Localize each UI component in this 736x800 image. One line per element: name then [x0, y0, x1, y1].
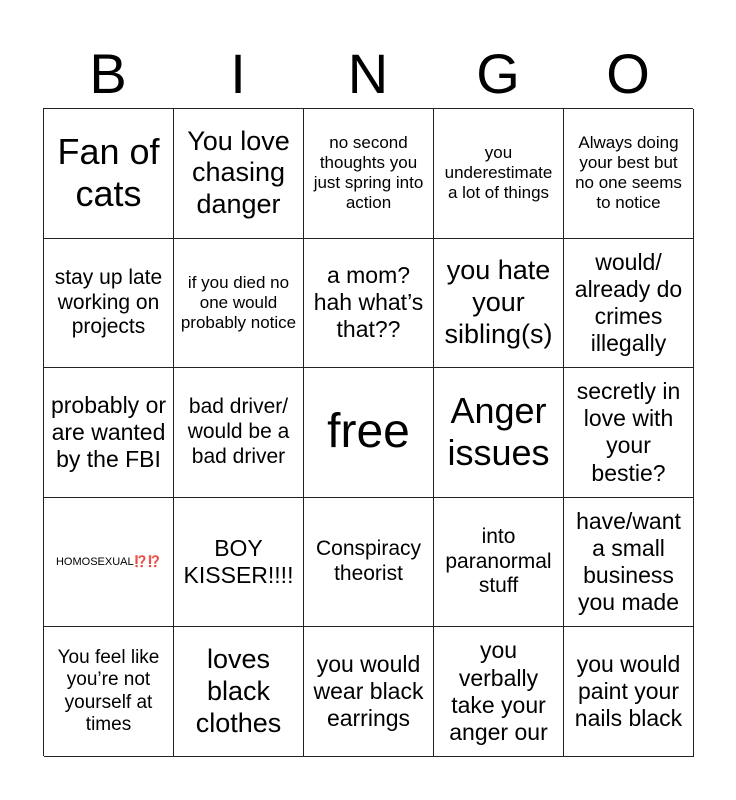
cell-text: Always doing your best but no one seems to notice — [575, 133, 682, 213]
cell-text: you verbally take your anger our — [449, 637, 548, 745]
cell-text: you hate your sibling(s) — [444, 255, 553, 349]
bingo-cell[interactable] — [174, 627, 304, 757]
header-letter-b: B — [89, 42, 127, 105]
free-space-text: free — [327, 405, 410, 459]
bingo-cell[interactable] — [564, 627, 694, 757]
bingo-cell[interactable] — [44, 498, 174, 628]
cell-text: bad driver/ would be a bad driver — [187, 395, 290, 468]
bingo-cell[interactable] — [304, 239, 434, 369]
cell-text: no second thoughts you just spring into action — [313, 133, 424, 213]
bingo-cell[interactable] — [564, 109, 694, 239]
bingo-header — [43, 40, 693, 108]
bingo-cell[interactable] — [174, 109, 304, 239]
cell-text: You feel like you’re not yourself at times — [57, 646, 160, 736]
header-letter-g: G — [476, 42, 520, 105]
cell-text: You love chasing danger — [187, 125, 290, 220]
bingo-cell[interactable] — [44, 627, 174, 757]
bingo-cell[interactable] — [434, 109, 564, 239]
cell-text: if you died no one would probably notice — [180, 272, 297, 332]
cell-text: you would paint your nails black — [574, 650, 683, 732]
bingo-cell[interactable] — [174, 368, 304, 498]
cell-text: stay up late working on projects — [54, 265, 163, 339]
bingo-cell[interactable] — [44, 239, 174, 369]
bingo-cell[interactable] — [174, 239, 304, 369]
cell-text: you underestimate a lot of things — [444, 143, 553, 203]
bingo-board — [43, 108, 693, 756]
bingo-cell-free[interactable] — [304, 368, 434, 498]
header-letter-i: I — [230, 42, 246, 105]
cell-text: you would wear black earrings — [313, 650, 424, 732]
header-letter-n: N — [347, 42, 389, 105]
cell-text: Conspiracy theorist — [315, 537, 422, 586]
cell-text: into paranormal stuff — [445, 524, 552, 598]
cell-text: secretly in love with your bestie? — [576, 378, 681, 486]
bingo-cell[interactable] — [304, 627, 434, 757]
header-letter-o: O — [606, 42, 650, 105]
bingo-cell[interactable] — [304, 109, 434, 239]
bingo-cell[interactable] — [44, 109, 174, 239]
cell-text: HOMOSEXUAL⁉️⁉️ — [55, 555, 162, 568]
cell-text: loves black clothes — [195, 643, 282, 738]
bingo-cell[interactable] — [434, 368, 564, 498]
cell-text: probably or are wanted by the FBI — [50, 391, 167, 473]
cell-text: BOY KISSER!!!! — [183, 534, 294, 589]
bingo-cell[interactable] — [434, 627, 564, 757]
cell-text: Anger issues — [447, 390, 550, 474]
cell-text: have/want a small business you made — [576, 507, 681, 616]
bingo-cell[interactable] — [304, 498, 434, 628]
bingo-cell[interactable] — [434, 239, 564, 369]
bingo-cell[interactable] — [174, 498, 304, 628]
bingo-cell[interactable] — [564, 498, 694, 628]
bingo-cell[interactable] — [564, 239, 694, 369]
bingo-cell[interactable] — [44, 368, 174, 498]
cell-text: would/ already do crimes illegally — [574, 248, 683, 357]
bingo-cell[interactable] — [434, 498, 564, 628]
bingo-cell[interactable] — [564, 368, 694, 498]
cell-text: Fan of cats — [57, 130, 160, 215]
cell-text: a mom? hah what’s that?? — [313, 262, 424, 343]
